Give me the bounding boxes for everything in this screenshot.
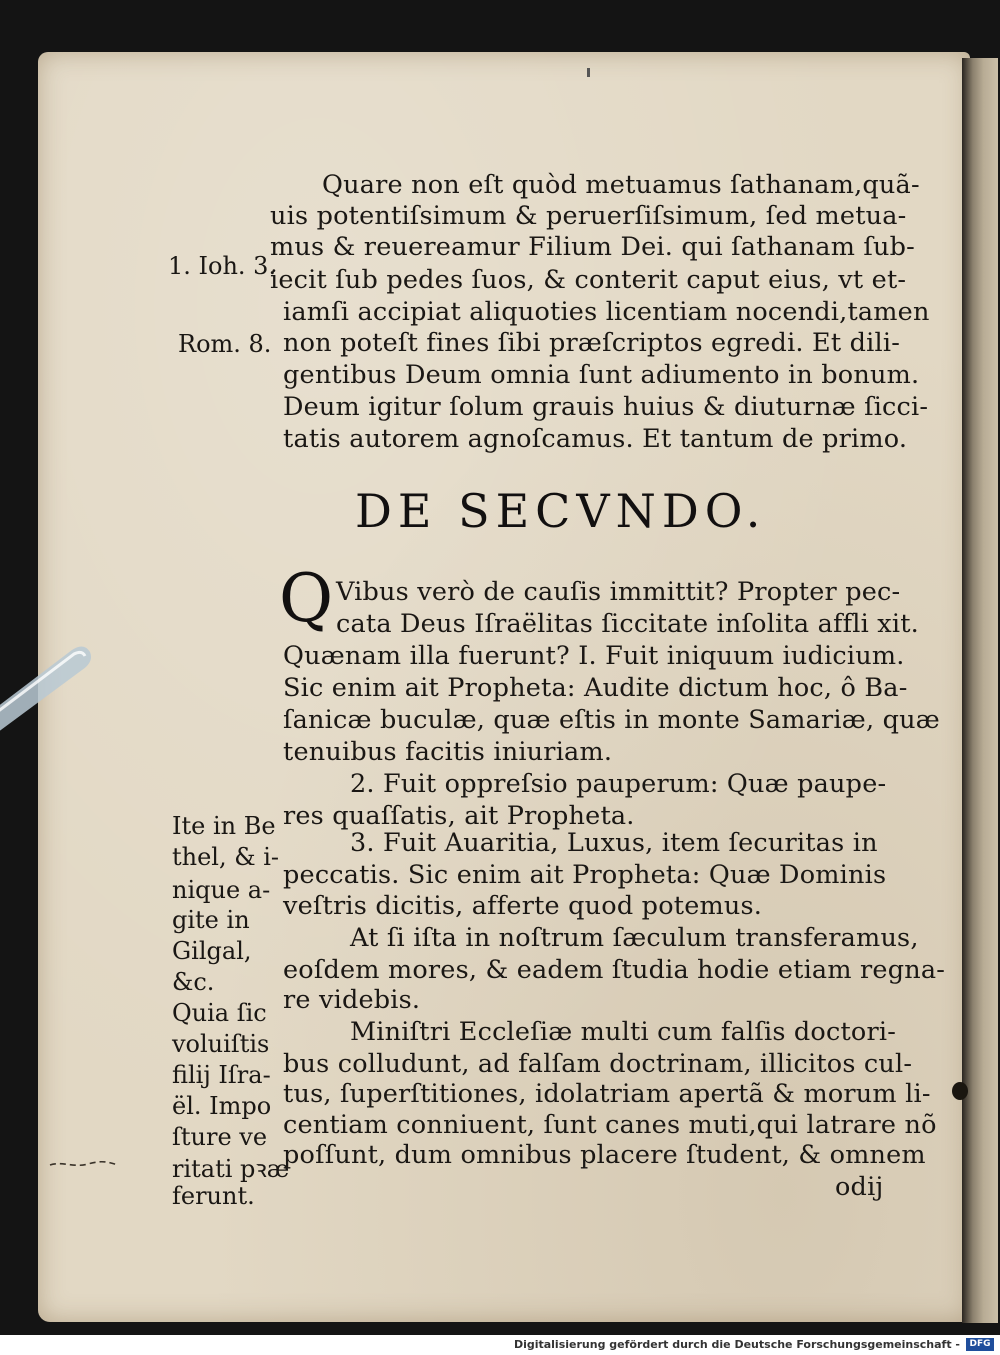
section-line: bus colludunt, ad falſam doctrinam, illicitos cul‑: [283, 1049, 913, 1079]
section-line: veſtris dicitis, afferte quod potemus.: [283, 891, 763, 921]
section-line: Vibus verò de cauſis immittit? Propter pec‑: [336, 577, 901, 607]
section-line: At ſi iſta in noſtrum ſæculum transferamus,: [350, 923, 919, 953]
section-line: 2. Fuit oppreſsio pauperum: Quæ paupe‑: [350, 769, 887, 799]
margin-gloss: filij Iſra‑: [172, 1061, 271, 1089]
margin-gloss: ritati pꝛæ: [172, 1155, 290, 1183]
main-line: iecit ſub pedes ſuos, & conterit caput eius, vt et‑: [270, 265, 907, 295]
section-line: re videbis.: [283, 985, 421, 1015]
funding-credit: Digitalisierung gefördert durch die Deutsche Forschungsgemeinschaft -: [513, 1338, 960, 1351]
page-mark: [587, 68, 590, 77]
margin-gloss: gite in: [172, 906, 250, 934]
main-line: Deum igitur ſolum grauis huius & diuturnæ ſicci‑: [283, 392, 929, 422]
section-line: peccatis. Sic enim ait Propheta: Quæ Dominis: [283, 860, 887, 890]
section-line: centiam conniuent, ſunt canes muti,qui latrare nõ: [283, 1110, 937, 1140]
margin-gloss: ferunt.: [172, 1182, 255, 1210]
margin-gloss: ſture ve: [172, 1123, 268, 1151]
section-line: tenuibus facitis iniuriam.: [283, 737, 613, 767]
pen-stroke: [48, 1156, 120, 1172]
section-line: eoſdem mores, & eadem ſtudia hodie etiam regna‑: [283, 955, 946, 985]
margin-gloss: nique a‑: [172, 876, 271, 904]
section-line: res quaſſatis, ait Propheta.: [283, 801, 635, 831]
section-line: 3. Fuit Auaritia, Luxus, item ſecuritas in: [350, 828, 878, 858]
main-line: tatis autorem agnoſcamus. Et tantum de primo.: [283, 424, 908, 454]
main-line: iamſi accipiat aliquoties licentiam nocendi,tamen: [283, 297, 930, 327]
margin-reference: Rom. 8.: [178, 330, 272, 358]
footer-bar: [0, 1335, 1000, 1355]
section-line: cata Deus Iſraëlitas ſiccitate inſolita affli xit.: [336, 609, 919, 639]
section-line: Miniſtri Eccleſiæ multi cum falſis doctori‑: [350, 1017, 897, 1047]
page-edge: [962, 58, 998, 1323]
main-line: uis potentiſsimum & peruerſiſsimum, ſed metua‑: [270, 201, 907, 231]
margin-gloss: Ite in Be: [172, 812, 276, 840]
section-line: poſſunt, dum omnibus placere ſtudent, & omnem: [283, 1140, 926, 1170]
main-line: Quare non eſt quòd metuamus ſathanam,quã‑: [322, 170, 920, 200]
catchword: odij: [835, 1172, 884, 1202]
section-line: Sic enim ait Propheta: Audite dictum hoc, ô Ba‑: [283, 673, 908, 703]
margin-gloss: ël. Impo: [172, 1092, 272, 1120]
margin-reference: 1. Ioh. 3.: [168, 252, 277, 280]
margin-gloss: Gilgal,: [172, 937, 252, 965]
margin-gloss: Quia ſic: [172, 999, 267, 1027]
section-line: ſanicæ buculæ, quæ eſtis in monte Samariæ, quæ: [283, 705, 940, 735]
dfg-logo: DFG: [966, 1338, 994, 1351]
drop-cap: Q: [279, 560, 334, 637]
page-clip: [0, 640, 108, 740]
margin-gloss: thel, & i‑: [172, 843, 280, 871]
ink-stain: [952, 1082, 968, 1100]
margin-gloss: &c.: [172, 968, 215, 996]
margin-gloss: voluiſtis: [172, 1030, 270, 1058]
section-line: tus, ſuperſtitiones, idolatriam apertã & morum li‑: [283, 1079, 931, 1109]
main-line: mus & reuereamur Filium Dei. qui ſathanam ſub‑: [270, 232, 915, 262]
section-line: Quænam illa fuerunt? I. Fuit iniquum iudicium.: [283, 641, 905, 671]
section-heading: DE SECVNDO.: [355, 484, 767, 538]
main-line: gentibus Deum omnia ſunt adiumento in bonum.: [283, 360, 920, 390]
main-line: non poteſt fines ſibi præſcriptos egredi. Et dili‑: [283, 328, 901, 358]
